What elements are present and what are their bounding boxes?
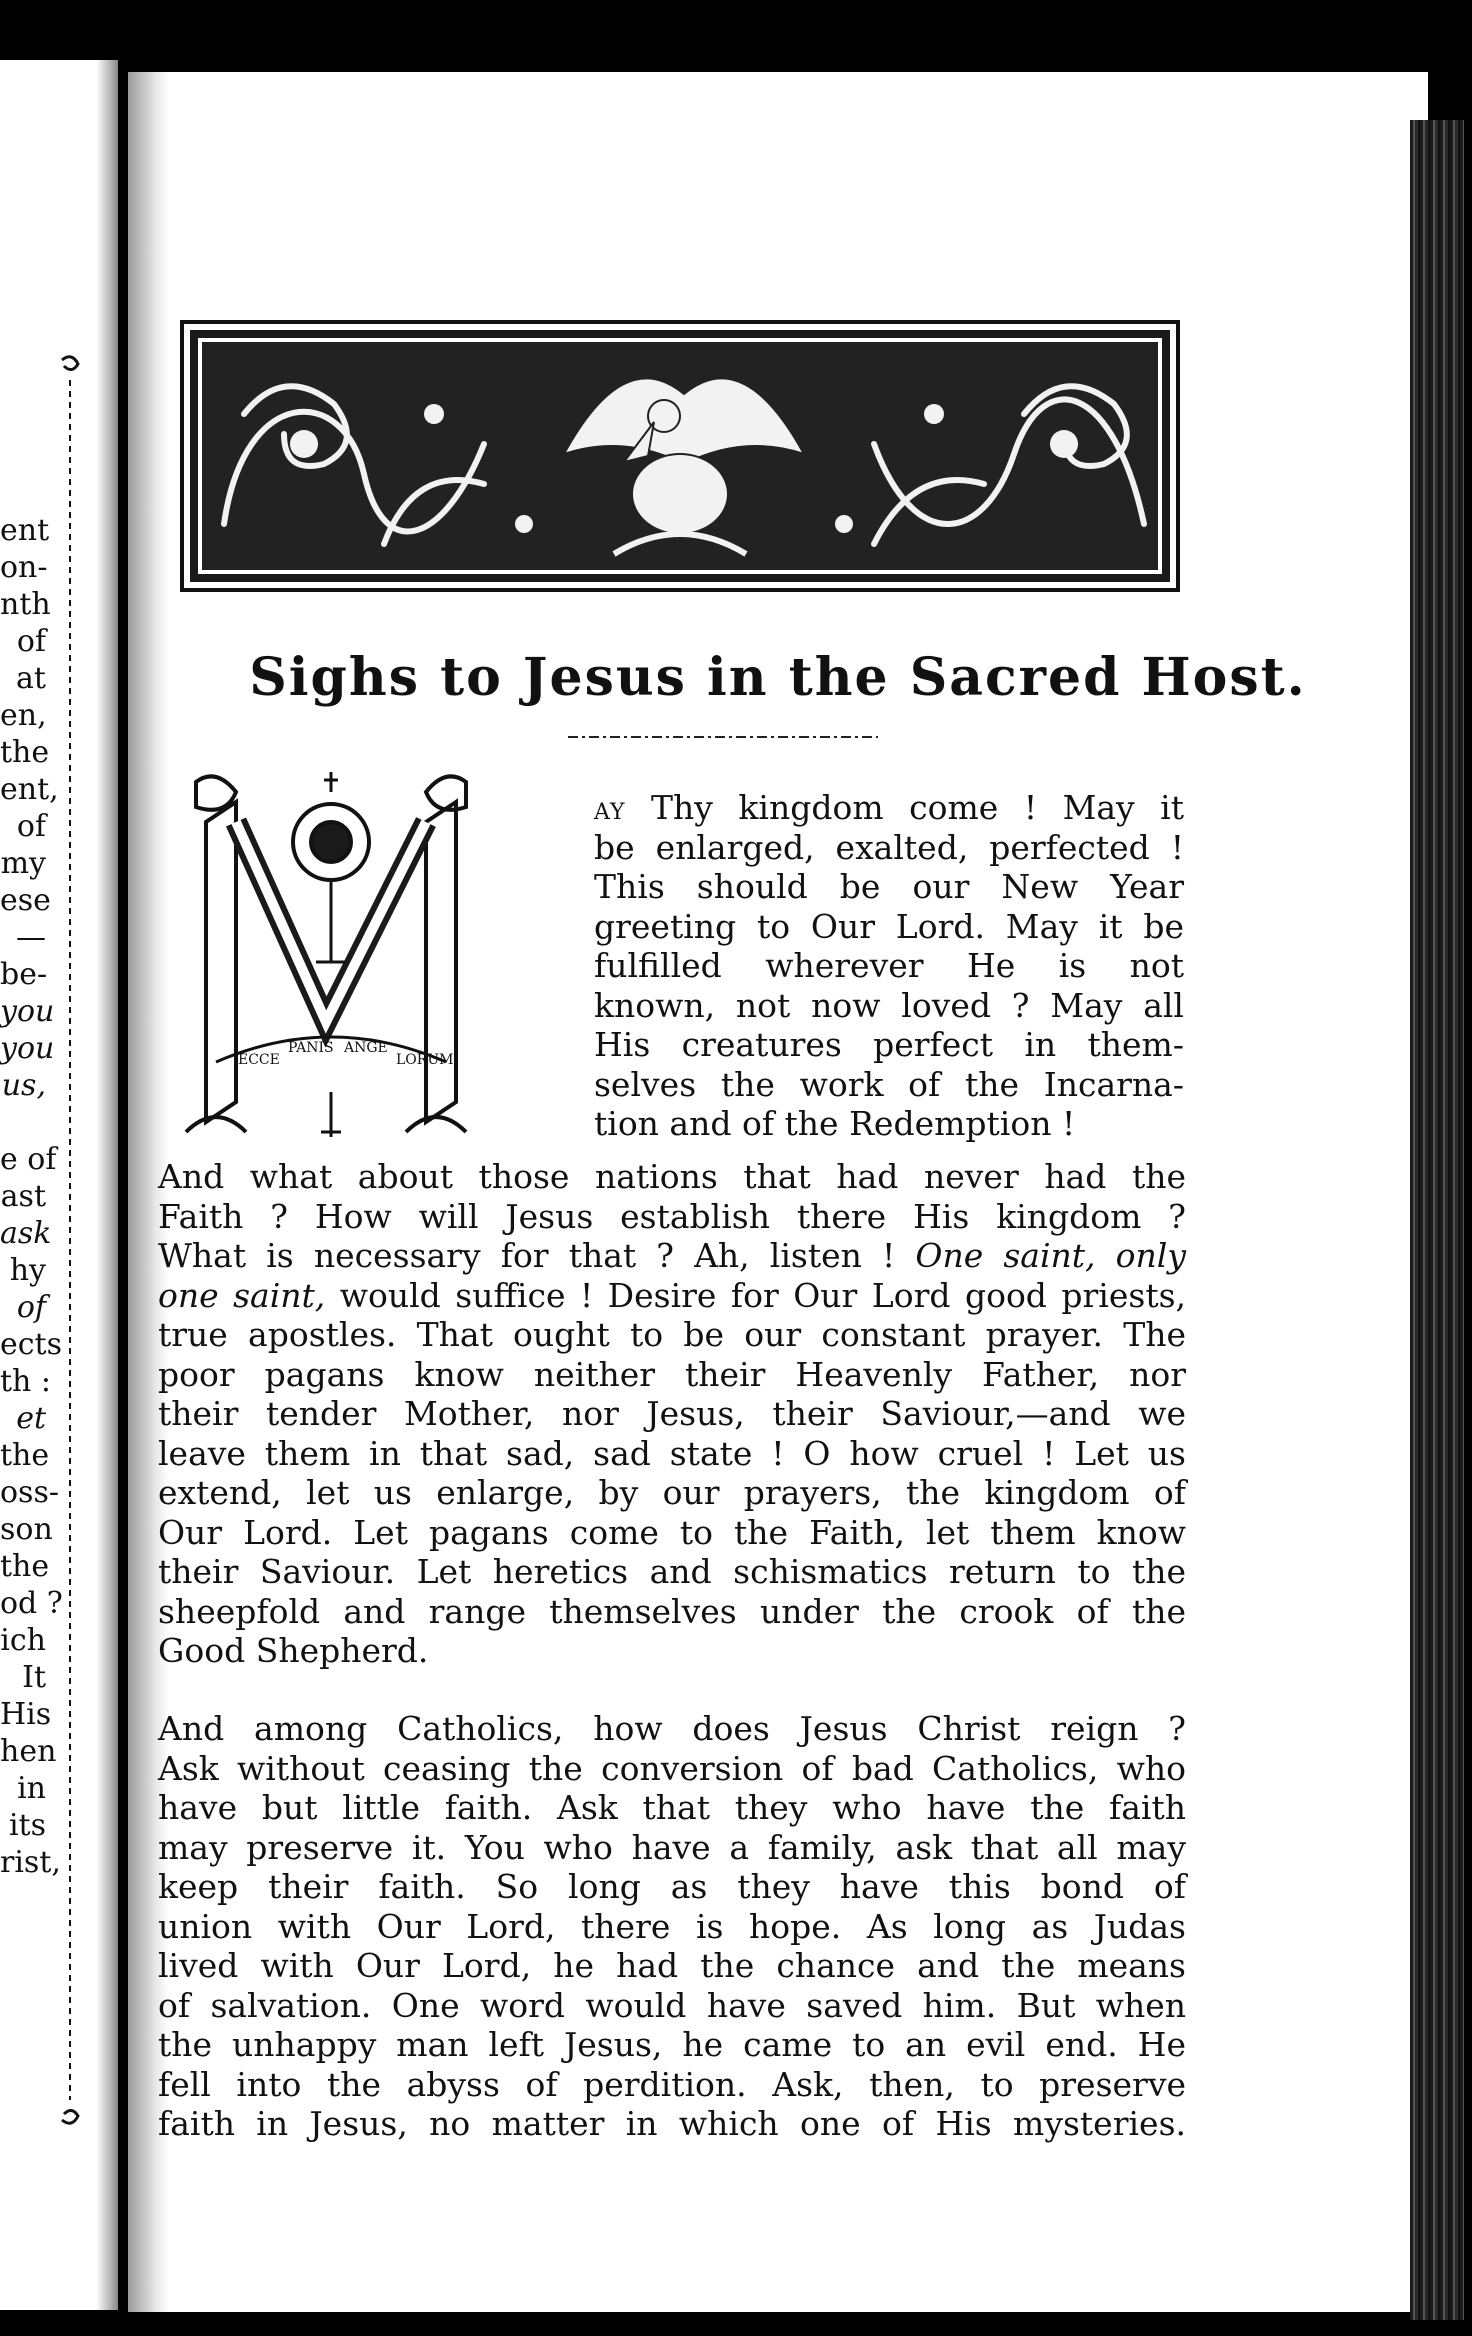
left-page-fragment-line: of bbox=[16, 1290, 46, 1325]
left-page-fragment-line: the bbox=[0, 1549, 50, 1584]
page-title: Sighs to Jesus in the Sacred Host. bbox=[249, 647, 1307, 708]
left-page-fragment-line: in bbox=[17, 1771, 46, 1806]
paragraph-2-line-1: And what about those nations that had never had the bbox=[158, 1157, 1186, 1196]
paragraph-3 bbox=[158, 1709, 1186, 2144]
paragraph-3-line-7: lived with Our Lord, he had the chance and the means bbox=[158, 1946, 1186, 1985]
left-page-fragment-line: of bbox=[16, 624, 46, 659]
paragraph-3-line-4: may preserve it. You who have a family, ask that all may bbox=[158, 1827, 1186, 1867]
left-page-fragment-line: nth bbox=[0, 587, 51, 622]
left-page-fragment-line: ects bbox=[0, 1327, 63, 1362]
left-page-fragment-line: th : bbox=[0, 1364, 52, 1399]
left-page-fragment-line: at bbox=[16, 661, 46, 696]
paragraph-2-line-7: their tender Mother, nor Jesus, their Saviour,—and we bbox=[158, 1394, 1186, 1433]
left-page-fragment-line: ich bbox=[0, 1623, 46, 1658]
left-page-fragment-line: us, bbox=[1, 1068, 46, 1103]
drop-cap-illuminated-M bbox=[176, 762, 486, 1147]
drop-cap-banner-word-1: ECCE bbox=[238, 1052, 280, 1068]
paragraph-2-line-10: Our Lord. Let pagans come to the Faith, let them know bbox=[158, 1512, 1186, 1552]
left-page-fragment-line: oss- bbox=[0, 1475, 59, 1510]
left-page-gutter-shadow bbox=[96, 60, 118, 2310]
paragraph-3-line-1: And among Catholics, how does Jesus Christ reign ? bbox=[158, 1709, 1186, 1748]
left-page-fragment-line: ast bbox=[0, 1179, 46, 1214]
paragraph-2-line-6: poor pagans know neither their Heavenly Father, nor bbox=[158, 1354, 1186, 1394]
paragraph-2-line-2: Faith ? How will Jesus establish there His kingdom ? bbox=[158, 1196, 1186, 1236]
left-page-fragment-line: It bbox=[22, 1660, 46, 1695]
paragraph-1-line-1 bbox=[594, 788, 1184, 828]
paragraph-3-line-9: the unhappy man left Jesus, he came to an evil end. He bbox=[158, 2025, 1186, 2064]
left-page-fragment-line: e of bbox=[0, 1142, 57, 1177]
paragraph-2-line-5: true apostles. That ought to be our constant prayer. The bbox=[158, 1315, 1186, 1354]
paragraph-1-line-9: tion and of the Redemption ! bbox=[594, 1104, 1076, 1143]
left-page-fragment-line: be- bbox=[0, 957, 48, 992]
left-page-ornamental-border bbox=[58, 350, 82, 2130]
left-page-fragment-line: ent bbox=[0, 513, 50, 548]
right-page bbox=[128, 72, 1428, 2312]
left-page-fragment-line bbox=[0, 1104, 46, 1141]
left-page-fragment-line: en, bbox=[0, 698, 47, 733]
left-page-fragment-line: you bbox=[0, 994, 55, 1029]
paragraph-2-line-12: sheepfold and range themselves under the crook of the bbox=[158, 1591, 1186, 1631]
paragraph-1-line-1-text: Thy kingdom come ! May it bbox=[625, 788, 1184, 827]
paragraph-2-italic-phrase-2: one saint, bbox=[158, 1275, 326, 1315]
paragraph-3-line-10: fell into the abyss of perdition. Ask, then, to preserve bbox=[158, 2064, 1186, 2104]
paragraph-3-line-11: faith in Jesus, no matter in which one of His mysteries. bbox=[158, 2104, 1186, 2143]
paragraph-3-line-8: of salvation. One word would have saved him. But when bbox=[158, 1985, 1186, 2025]
left-page-fragment-line: hy bbox=[9, 1253, 46, 1288]
paragraph-2-line-4 bbox=[158, 1276, 1186, 1316]
paragraph-2-line-8: leave them in that sad, sad state ! O how cruel ! Let us bbox=[158, 1433, 1186, 1473]
paragraph-1-lead-smallcaps: AY bbox=[594, 800, 626, 825]
paragraph-1-line-4: greeting to Our Lord. May it be bbox=[594, 906, 1184, 946]
ornamental-header-band bbox=[180, 320, 1180, 592]
book-page-edges bbox=[1410, 120, 1464, 2320]
left-page-fragment-line: His bbox=[0, 1697, 52, 1732]
paragraph-2-line-9: extend, let us enlarge, by our prayers, the kingdom of bbox=[158, 1473, 1186, 1512]
left-page-fragment-line: rist, bbox=[0, 1845, 61, 1880]
left-page-fragment-line: the bbox=[0, 735, 50, 770]
paragraph-3-line-2: Ask without ceasing the conversion of bad Catholics, who bbox=[158, 1748, 1186, 1788]
left-page-fragment-line: ask bbox=[0, 1216, 52, 1251]
paragraph-1-line-7: His creatures perfect in them- bbox=[594, 1025, 1184, 1064]
paragraph-1-line-2: be enlarged, exalted, perfected ! bbox=[594, 827, 1184, 867]
paragraph-2-line-4-text: would suffice ! Desire for Our Lord good priests, bbox=[325, 1275, 1187, 1315]
paragraph-2-italic-phrase-1: One saint, only bbox=[915, 1236, 1186, 1275]
paragraph-2-line-3-text: What is necessary for that ? Ah, listen ! bbox=[158, 1236, 896, 1275]
title-ornamental-rule bbox=[568, 734, 878, 740]
paragraph-1-line-8: selves the work of the Incarna- bbox=[594, 1064, 1184, 1104]
paragraph-1-line-3: This should be our New Year bbox=[594, 867, 1184, 906]
left-page-fragment-line: hen bbox=[0, 1734, 57, 1769]
paragraph-1-line-6: known, not now loved ? May all bbox=[594, 985, 1184, 1025]
paragraph-1-line-5: fulfilled wherever He is not bbox=[594, 946, 1184, 985]
left-page-fragment-line: you bbox=[0, 1031, 55, 1066]
left-page-fragment-line: on- bbox=[0, 550, 48, 585]
left-page-fragment-line: of bbox=[16, 809, 46, 844]
drop-cap-banner-word-4: LORUM bbox=[396, 1052, 454, 1068]
paragraph-3-line-5: keep their faith. So long as they have this bond of bbox=[158, 1867, 1186, 1906]
ornamental-scrollwork-illustration bbox=[184, 324, 1176, 588]
paragraph-1 bbox=[594, 788, 1184, 1144]
paragraph-2-line-13: Good Shepherd. bbox=[158, 1631, 429, 1670]
drop-cap-banner-word-3: ANGE bbox=[344, 1040, 388, 1056]
paragraph-3-line-6: union with Our Lord, there is hope. As long as Judas bbox=[158, 1906, 1186, 1946]
left-page-fragment-line: et bbox=[16, 1401, 46, 1436]
drop-cap-banner-word-2: PANIS bbox=[288, 1040, 334, 1056]
left-page-fragment-line: ent, bbox=[0, 772, 59, 807]
paragraph-2 bbox=[158, 1157, 1186, 1671]
left-page-fragment-line: my bbox=[0, 846, 46, 881]
left-page-fragment-line: the bbox=[0, 1438, 50, 1473]
left-page-fragment-line: od ? bbox=[0, 1586, 63, 1621]
left-page-fragment-line: — bbox=[16, 920, 46, 955]
left-page-fragment-line: ese bbox=[0, 883, 51, 918]
left-page-fragment bbox=[0, 60, 118, 2310]
paragraph-2-line-3 bbox=[158, 1236, 1186, 1276]
left-page-text-fragments bbox=[0, 512, 63, 1881]
left-page-fragment-line: son bbox=[0, 1512, 53, 1547]
paragraph-2-line-11: their Saviour. Let heretics and schismatics return to the bbox=[158, 1552, 1186, 1591]
paragraph-3-line-3: have but little faith. Ask that they who have the faith bbox=[158, 1788, 1186, 1827]
left-page-fragment-line: its bbox=[8, 1808, 46, 1843]
